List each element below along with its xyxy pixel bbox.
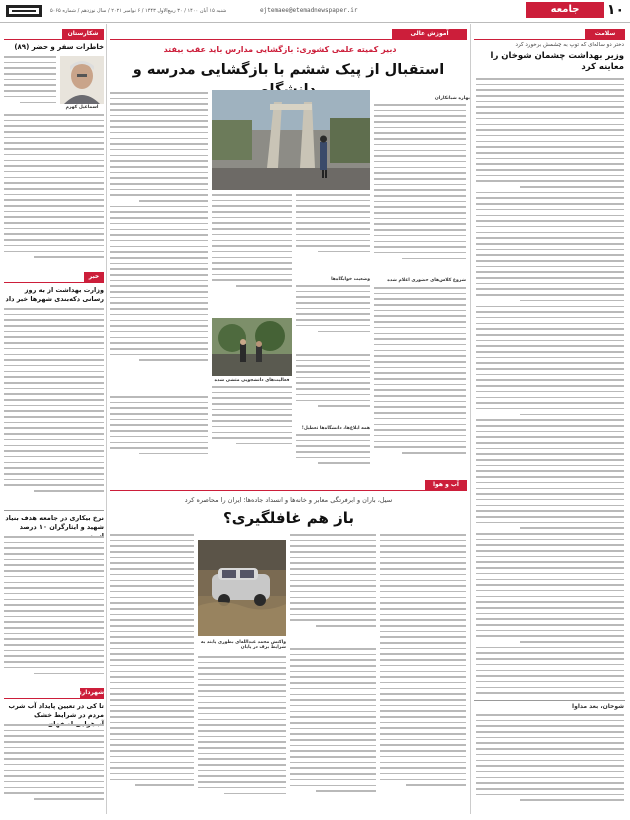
- story4-headline: تا کی در تعیین پایداد آب شرب مردم در شرایط خشک: [8, 702, 104, 719]
- page-number: ۱۰: [606, 2, 624, 18]
- masthead: [0, 0, 630, 23]
- story4-body: [4, 724, 104, 810]
- lead-story-subhead-inperson: شروع کلاس‌های حضوری اعلام شده: [387, 278, 466, 283]
- news-tag: خبر: [84, 272, 104, 282]
- lead-story-kicker: دبیر کمیته علمی کشوری: بازگشایی مدارس باید عقب بیفتد: [163, 45, 397, 54]
- section-email: ejtemaee@etemadnewspaper.ir: [260, 7, 358, 14]
- right-column-bottom-body: [476, 714, 624, 814]
- memoir-body: [4, 114, 104, 270]
- right-column-headline: وزیر بهداشت چشمان شوخان را معاینه کرد: [490, 51, 624, 72]
- newspaper-logo-icon: [6, 5, 42, 17]
- story3-rule: [4, 510, 104, 511]
- second-story-body-col1: [380, 534, 466, 810]
- university-gate-photo: [212, 90, 370, 190]
- lead-story-subhead-activities: فعالیت‌های دانشجویی متشی شده: [214, 378, 290, 383]
- right-column-kicker: دختر دو ساله‌ای که توپ به چشمش برخورد کرد: [515, 42, 624, 48]
- second-story-headline: باز هم غافلگیری؟: [223, 509, 354, 527]
- lead-story-body-col2b: [296, 194, 370, 274]
- story4-rule: [4, 698, 104, 699]
- story3-headline: نرخ بیکاری در جامعه هدف بنیاد شهید و ایثارگران ۱۰ درصد: [5, 514, 104, 531]
- second-story-body-col3: [198, 656, 286, 810]
- issue-line: شنبه ۱۵ آبان ۱۴۰۰ / ۳۰ ربیع‌الاول ۱۴۴۳ / ۶ نوامبر ۲۰۲۱ / سال نوزدهم / شماره ۵۰۶۵: [50, 8, 227, 14]
- lead-story-body-col3b: [110, 396, 208, 474]
- section-label: جامعه: [526, 2, 604, 18]
- second-story-rule: [110, 490, 467, 491]
- author-name: اسماعیل کهرم: [65, 105, 99, 110]
- left-sidebar-rule: [4, 39, 104, 40]
- story3-body: [4, 536, 104, 686]
- memoir-title: خاطرات سفر و حضر (۸۹): [14, 43, 104, 51]
- column-divider: [470, 24, 471, 814]
- lead-story-subhead-closures: همه ابلاغ‌ها، دانشگاه‌ها تعطیل!: [301, 426, 370, 431]
- second-story-body-col4: [110, 534, 194, 810]
- lead-story-body-col3: [110, 92, 208, 392]
- lead-story-subhead-dorms: وضعیت خوابگاه‌ها: [331, 277, 370, 282]
- lead-story-rule: [110, 39, 467, 40]
- flood-car-photo: [198, 540, 286, 636]
- story2-body: [4, 308, 104, 508]
- right-column-rule: [474, 39, 625, 40]
- lead-story-tag: آموزش عالی: [392, 29, 467, 39]
- lead-story-byline: بهاره شبانکاران: [434, 96, 470, 101]
- lead-story-body-col1: [374, 104, 466, 274]
- author-portrait: [60, 56, 104, 104]
- second-story-subhead-reaction: واکنش محمد عبدالله‌ای بطوری پابند به شرایط برف در پایان: [200, 640, 286, 650]
- second-story-kicker: سیل، باران و ابرفرتگی معابر و خانه‌ها و انسداد جاده‌ها؛ ایران را محاصره کرد: [184, 496, 393, 504]
- lead-story-body-col2f: [296, 434, 370, 474]
- second-story-tag: آب و هوا: [425, 480, 467, 490]
- story2-headline: وزارت بهداشت از به روز رسانی دکه‌بندی شهرها خبر داد: [5, 286, 104, 303]
- lead-story-body-col1b: [374, 287, 466, 477]
- second-story-body-col2: [290, 534, 376, 644]
- lead-story-body-col2e: [296, 354, 370, 424]
- lead-story-body-col2a: [212, 194, 292, 314]
- left-sidebar-tag: شکارستان: [62, 29, 104, 39]
- right-column-bottom-rule: [474, 700, 625, 701]
- right-column-tag: سلامت: [585, 29, 625, 39]
- lead-story-headline: استقبال از پیک ششم با بازگشایی مدرسه و: [132, 62, 445, 78]
- right-column-body: [476, 78, 624, 698]
- right-column-bottom-kicker: شوخان، بعد مداوا: [572, 703, 624, 710]
- column-divider: [106, 24, 107, 814]
- story4-tag: شهرداری: [76, 689, 104, 696]
- news-rule: [4, 282, 104, 283]
- lead-story-body-col2c: [296, 285, 370, 350]
- lead-story-body-col2d: [212, 386, 292, 466]
- memoir-body-top: [4, 56, 56, 112]
- second-story-body-col2b: [290, 648, 376, 810]
- students-photo: [212, 318, 292, 376]
